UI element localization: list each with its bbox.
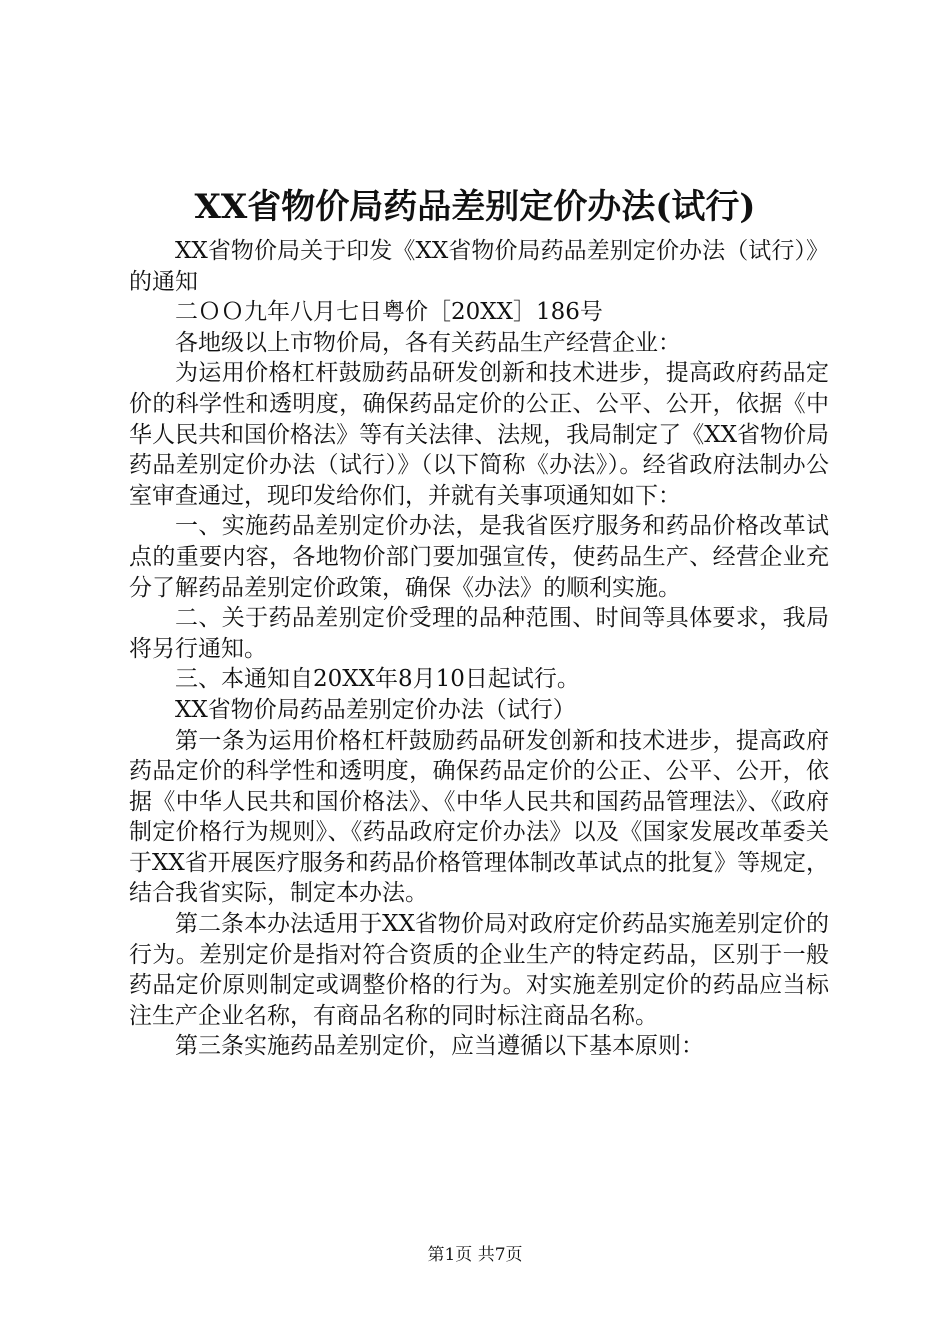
paragraph-issue-date: 二ＯＯ九年八月七日粤价［20XX］186号 [175, 299, 603, 326]
paragraph-notice-title: XX省物价局关于印发《XX省物价局药品差别定价办法（试行）》的通知 [129, 238, 829, 295]
paragraph-addressee: 各地级以上市物价局，各有关药品生产经营企业： [175, 329, 681, 356]
paragraph-intro: 为运用价格杠杆鼓励药品研发创新和技术进步，提高政府药品定价的科学性和透明度，确保药品定价的公正、公平、公开，依据《中华人民共和国价格法》等有关法律、法规，我局制定了《XX省物价局药品差别定价办法（试行）》（以下简称《办法》）。经省政府法制办公室审查通过，现印发给你们，并就有关事项通知如下： [129, 360, 829, 509]
paragraph-item-3: 三、本通知自20XX年8月10日起试行。 [175, 666, 580, 693]
paragraph-article-2: 第二条本办法适用于XX省物价局对政府定价药品实施差别定价的行为。差别定价是指对符合资质的企业生产的特定药品，区别于一般药品定价原则制定或调整价格的行为。对实施差别定价的药品应当标注生产企业名称，有商品名称的同时标注商品名称。 [129, 911, 829, 1029]
paragraph-item-2: 二、关于药品差别定价受理的品种范围、时间等具体要求，我局将另行通知。 [129, 605, 829, 662]
paragraph-article-3: 第三条实施药品差别定价，应当遵循以下基本原则： [175, 1033, 704, 1060]
page-number: 第1页 共7页 [427, 1245, 523, 1265]
document-body [129, 236, 829, 1062]
document-title: XX省物价局药品差别定价办法(试行) [194, 187, 756, 227]
paragraph-measure-title: XX省物价局药品差别定价办法（试行） [175, 696, 576, 723]
paragraph-item-1: 一、实施药品差别定价办法，是我省医疗服务和药品价格改革试点的重要内容，各地物价部门要加强宣传，使药品生产、经营企业充分了解药品差别定价政策，确保《办法》的顺利实施。 [129, 513, 829, 601]
paragraph-article-1: 第一条为运用价格杠杆鼓励药品研发创新和技术进步，提高政府药品定价的科学性和透明度，确保药品定价的公正、公平、公开，依据《中华人民共和国价格法》、《中华人民共和国药品管理法》、《政府制定价格行为规则》、《药品政府定价办法》以及《国家发展改革委关于XX省开展医疗服务和药品价格管理体制改革试点的批复》等规定，结合我省实际，制定本办法。 [129, 727, 829, 907]
